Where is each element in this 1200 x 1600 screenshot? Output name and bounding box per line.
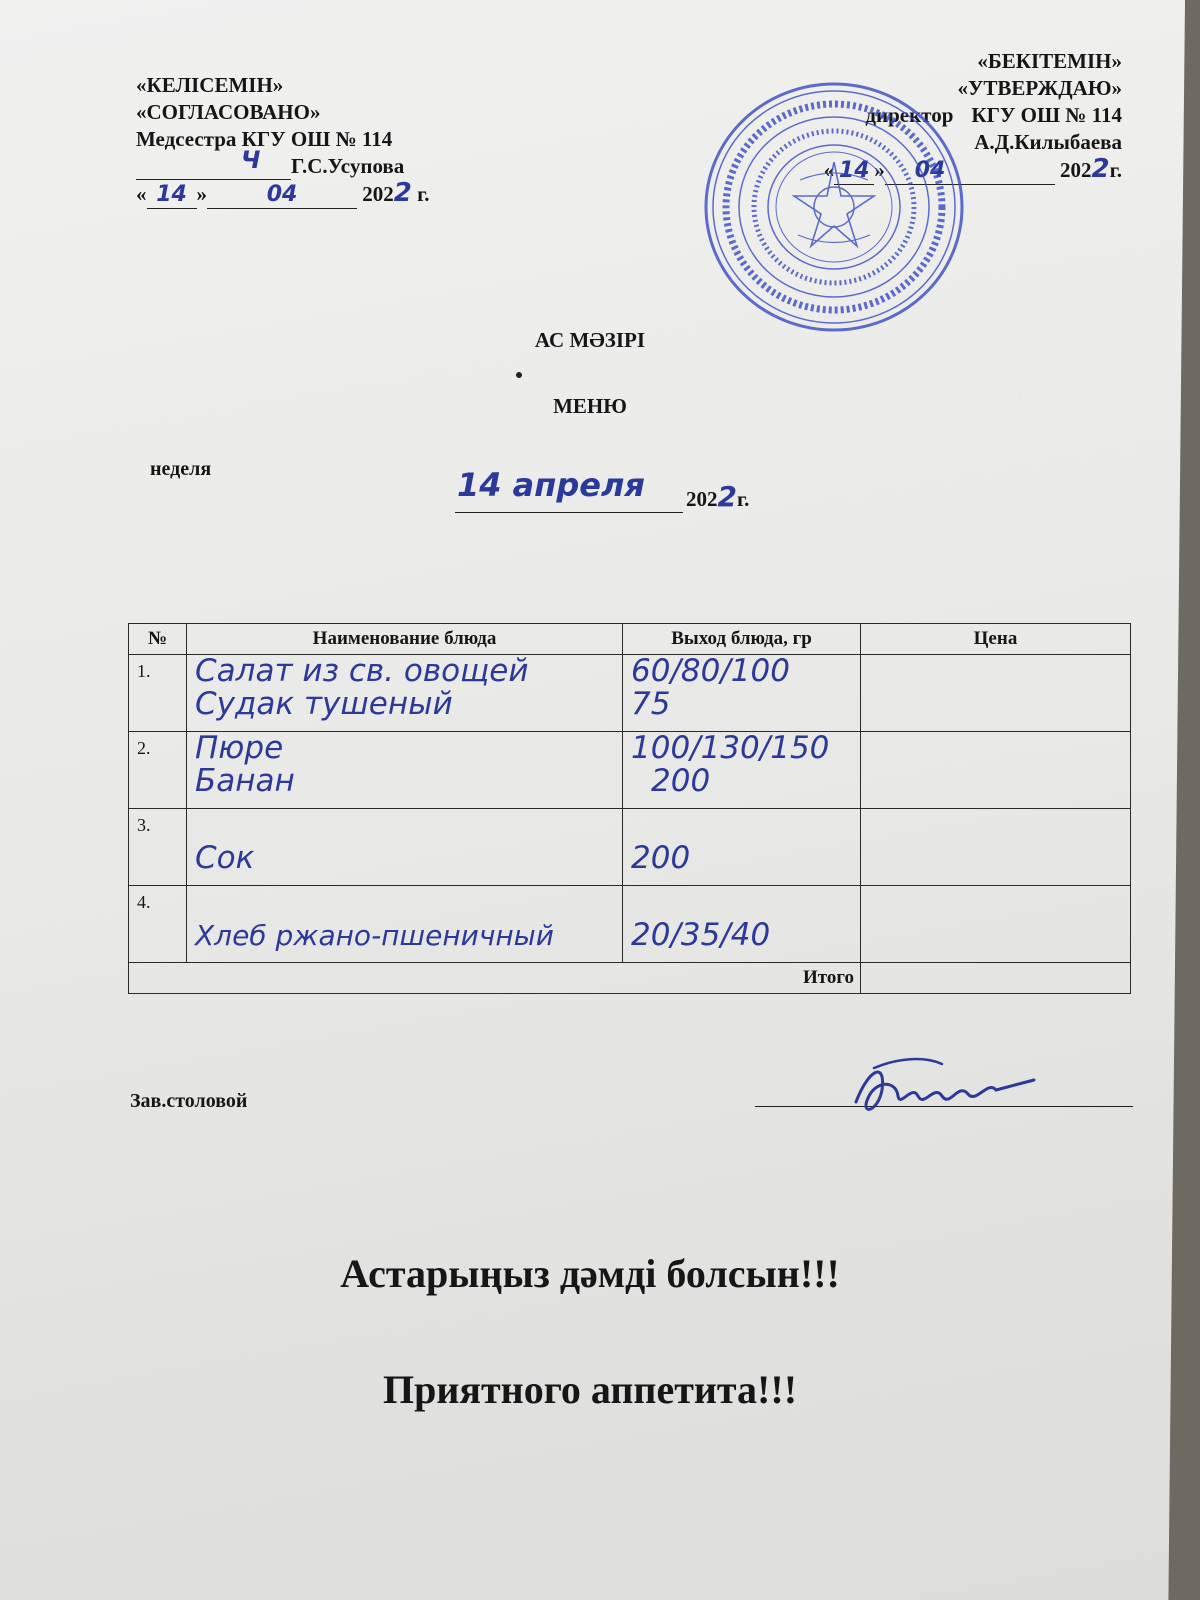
total-label: Итого <box>129 963 861 994</box>
row-number: 1. <box>129 655 187 732</box>
header-number: № <box>129 624 187 655</box>
table-row <box>129 655 1131 732</box>
menu-title-ru: МЕНЮ <box>553 394 627 418</box>
dish-cell: Сок <box>187 809 623 886</box>
right-date-day: 14 <box>838 158 870 183</box>
left-approval-position: Медсестра КГУ ОШ № 114 <box>136 127 393 151</box>
left-signature: Ч <box>241 146 261 174</box>
dish-cell: Пюре Банан <box>187 732 623 809</box>
yield-cell: 60/80/100 75 <box>623 655 861 732</box>
left-approval-name: Г.С.Усупова <box>291 154 405 178</box>
left-approval-signature-line <box>136 146 430 180</box>
left-year-digit: 2 <box>393 178 412 208</box>
left-approval-block <box>136 72 430 209</box>
left-date-day: 14 <box>156 182 187 207</box>
price-cell <box>861 732 1131 809</box>
right-approval-position: директор <box>865 103 954 127</box>
header-dish-yield: Выход блюда, гр <box>623 624 861 655</box>
total-value-cell <box>861 963 1131 994</box>
price-cell <box>861 809 1131 886</box>
right-approval-ru: «УТВЕРЖДАЮ» <box>957 76 1122 100</box>
canteen-head-label: Зав.столовой <box>130 1090 248 1112</box>
left-date-month: 04 <box>266 182 298 207</box>
row-number: 3. <box>129 809 187 886</box>
price-cell <box>861 655 1131 732</box>
right-approval-org: КГУ ОШ № 114 <box>971 103 1122 127</box>
table-total-row <box>129 963 1131 994</box>
row-number: 4. <box>129 886 187 963</box>
left-approval-date: « 14 » 04 2022 г. <box>136 178 430 208</box>
right-approval-date: « 14 » 04 2022г. <box>823 154 1122 184</box>
dish-cell: Хлеб ржано-пшеничный <box>187 886 623 963</box>
left-approval-kz: «КЕЛІСЕМІН» <box>136 73 284 97</box>
table-row <box>129 886 1131 963</box>
menu-date-year-digit: 2 <box>717 480 737 513</box>
menu-date-handwritten: 14 апреля <box>457 466 645 504</box>
yield-cell: 200 <box>623 809 861 886</box>
header-dish-name: Наименование блюда <box>187 624 623 655</box>
footer-greeting-kz: Астарыңыз дәмді болсын!!! <box>340 1251 840 1296</box>
menu-date: 14 апреля 2022г. <box>457 466 750 513</box>
table-row <box>129 809 1131 886</box>
right-approval-name: А.Д.Килыбаева <box>974 130 1122 154</box>
menu-title-kz: АС МӘЗІРІ <box>534 328 646 352</box>
yield-cell: 100/130/150 200 <box>623 732 861 809</box>
bullet-dot <box>516 372 522 378</box>
right-approval-kz: «БЕКІТЕМІН» <box>977 49 1122 73</box>
menu-table <box>128 623 1131 994</box>
row-number: 2. <box>129 732 187 809</box>
price-cell <box>861 886 1131 963</box>
footer-greeting-ru: Приятного аппетита!!! <box>382 1367 798 1412</box>
right-year-digit: 2 <box>1091 154 1110 184</box>
week-label: неделя <box>150 458 212 480</box>
dish-cell: Салат из св. овощей Судак тушеный <box>187 655 623 732</box>
left-approval-ru: «СОГЛАСОВАНО» <box>136 100 321 124</box>
handwritten-signature-icon <box>838 1050 1038 1130</box>
header-price: Цена <box>861 624 1131 655</box>
table-header-row <box>129 624 1131 655</box>
yield-cell: 20/35/40 <box>623 886 861 963</box>
table-row <box>129 732 1131 809</box>
official-stamp-icon <box>700 78 968 336</box>
right-date-month: 04 <box>914 158 946 183</box>
